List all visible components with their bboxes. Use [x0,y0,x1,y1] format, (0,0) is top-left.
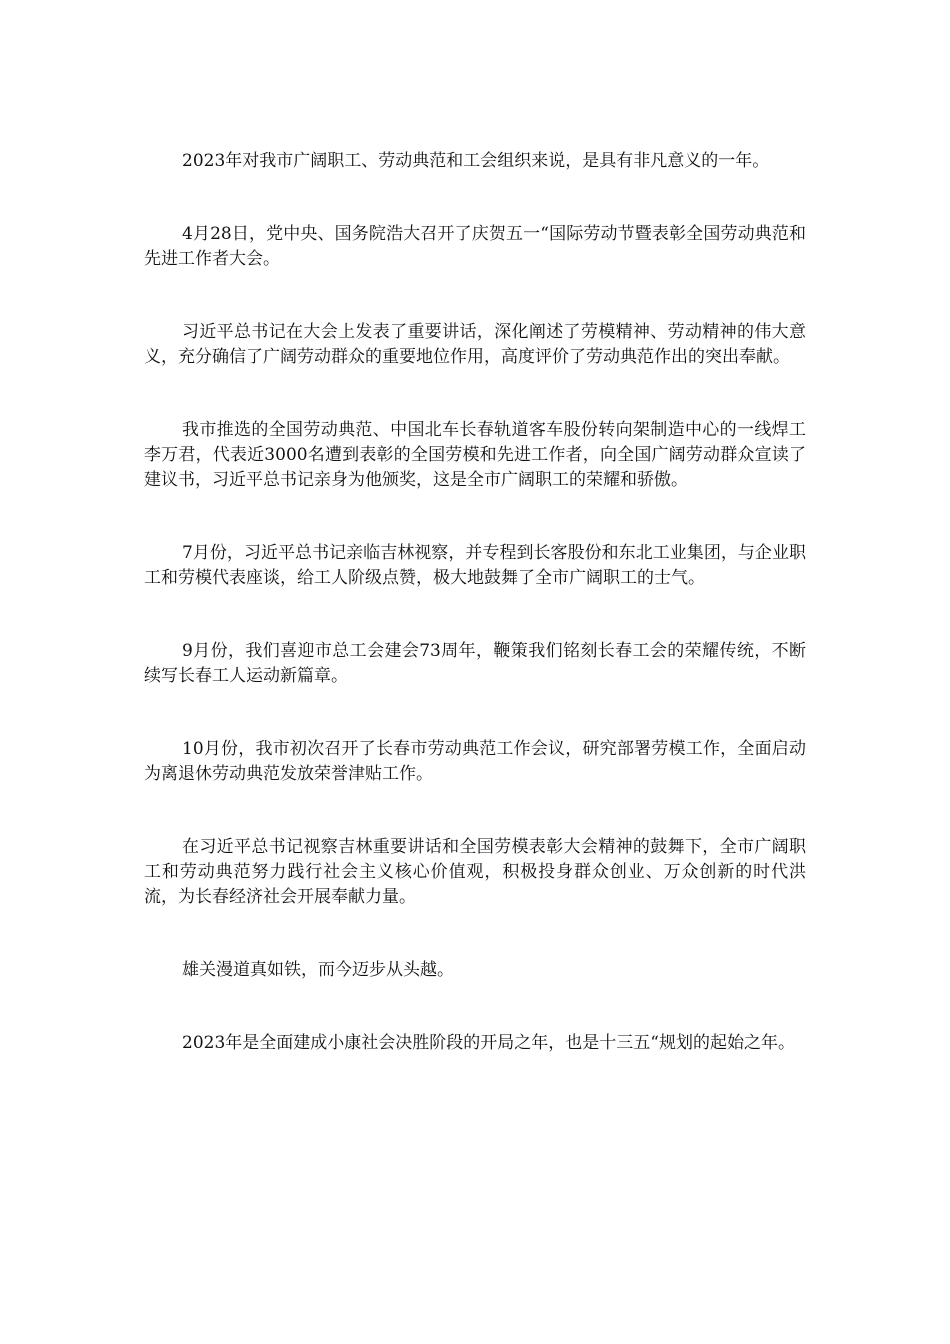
paragraph-3: 习近平总书记在大会上发表了重要讲话，深化阐述了劳模精神、劳动精神的伟大意义，充分确信了广阔劳动群众的重要地位作用，高度评价了劳动典范作出的突出奉献。 [144,322,806,367]
document-body [144,149,806,1056]
paragraph-gap [144,272,806,320]
paragraph-6: 9月份，我们喜迎市总工会建会73周年，鞭策我们铭刻长春工会的荣耀传统，不断续写长春工人运动新篇章。 [144,641,806,686]
paragraph-gap [144,174,806,222]
paragraph-gap [144,493,806,541]
paragraph-7: 10月份，我市初次召开了长春市劳动典范工作会议，研究部署劳模工作，全面启动为离退休劳动典范发放荣誉津贴工作。 [144,739,806,784]
paragraph-gap [144,370,806,418]
paragraph-gap [144,689,806,737]
paragraph-gap [144,591,806,639]
paragraph-gap [144,910,806,958]
paragraph-10: 2023年是全面建成小康社会决胜阶段的开局之年，也是十三五“规划的起始之年。 [182,1033,795,1053]
paragraph-8: 在习近平总书记视察吉林重要讲话和全国劳模表彰大会精神的鼓舞下，全市广阔职工和劳动典范努力践行社会主义核心价值观，积极投身群众创业、万众创新的时代洪流，为长春经济社会开展奉献力量。 [144,837,806,907]
paragraph-2: 4月28日，党中央、国务院浩大召开了庆贺五一“国际劳动节暨表彰全国劳动典范和先进工作者大会。 [144,224,806,269]
paragraph-gap [144,983,806,1031]
paragraph-5: 7月份，习近平总书记亲临吉林视察，并专程到长客股份和东北工业集团，与企业职工和劳模代表座谈，给工人阶级点赞，极大地鼓舞了全市广阔职工的士气。 [144,543,806,588]
paragraph-4: 我市推选的全国劳动典范、中国北车长春轨道客车股份转向架制造中心的一线焊工李万君，代表近3000名遭到表彰的全国劳模和先进工作者，向全国广阔劳动群众宣读了建议书，习近平总书记亲身为他颁奖，这是全市广阔职工的荣耀和骄傲。 [144,420,806,490]
paragraph-9: 雄关漫道真如铁，而今迈步从头越。 [182,960,454,980]
paragraph-1: 2023年对我市广阔职工、劳动典范和工会组织来说，是具有非凡意义的一年。 [182,151,770,171]
paragraph-gap [144,787,806,835]
